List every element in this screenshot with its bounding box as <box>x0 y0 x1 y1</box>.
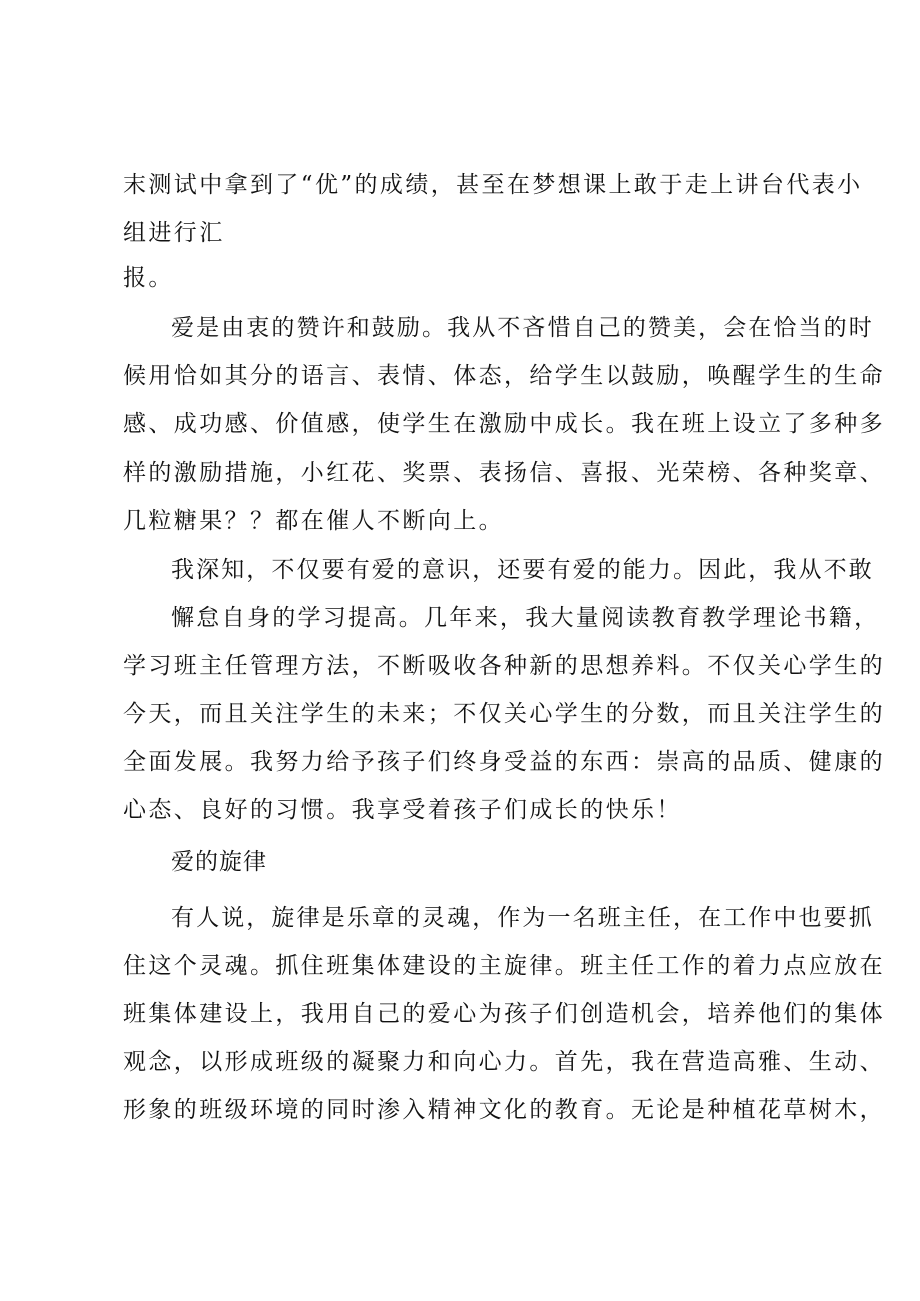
text-line: 末测试中拿到了“优”的成绩，甚至在梦想课上敢于走上讲台代表小 <box>123 172 863 198</box>
text-line: 全面发展。我努力给予孩子们终身受益的东西：崇高的品质、健康的 <box>123 749 885 775</box>
text-line: 学习班主任管理方法，不断吸收各种新的思想养料。不仅关心学生的 <box>123 653 885 679</box>
text-line: 心态、良好的习惯。我享受着孩子们成长的快乐！ <box>123 797 682 823</box>
text-line: 懈怠自身的学习提高。几年来，我大量阅读教育教学理论书籍， <box>171 605 880 631</box>
paragraph-first-line: 我深知，不仅要有爱的意识，还要有爱的能力。因此，我从不敢 <box>171 557 874 583</box>
text-line: 住这个灵魂。抓住班集体建设的主旋律。班主任工作的着力点应放在 <box>123 953 885 979</box>
text-line: 观念，以形成班级的凝聚力和向心力。首先，我在营造高雅、生动、 <box>123 1049 885 1075</box>
text-line: 候用恰如其分的语言、表情、体态，给学生以鼓励，唤醒学生的生命 <box>123 363 885 389</box>
text-line: 感、成功感、价值感，使学生在激励中成长。我在班上设立了多种多 <box>123 411 885 437</box>
text-line: 几粒糖果？？都在催人不断向上。 <box>123 508 504 534</box>
text-line: 样的激励措施，小红花、奖票、表扬信、喜报、光荣榜、各种奖章、 <box>123 460 885 486</box>
text-line: 形象的班级环境的同时渗入精神文化的教育。无论是种植花草树木， <box>123 1097 885 1123</box>
paragraph-first-line: 有人说，旋律是乐章的灵魂，作为一名班主任，在工作中也要抓 <box>171 905 874 931</box>
paragraph-first-line: 爱是由衷的赞许和鼓励。我从不吝惜自己的赞美，会在恰当的时 <box>171 315 874 341</box>
text-line: 组进行汇 <box>123 220 225 246</box>
text-line: 班集体建设上，我用自己的爱心为孩子们创造机会，培养他们的集体 <box>123 1001 885 1027</box>
section-heading: 爱的旋律 <box>171 849 267 875</box>
text-line: 报。 <box>123 265 174 291</box>
text-line: 今天，而且关注学生的未来；不仅关心学生的分数，而且关注学生的 <box>123 701 885 727</box>
